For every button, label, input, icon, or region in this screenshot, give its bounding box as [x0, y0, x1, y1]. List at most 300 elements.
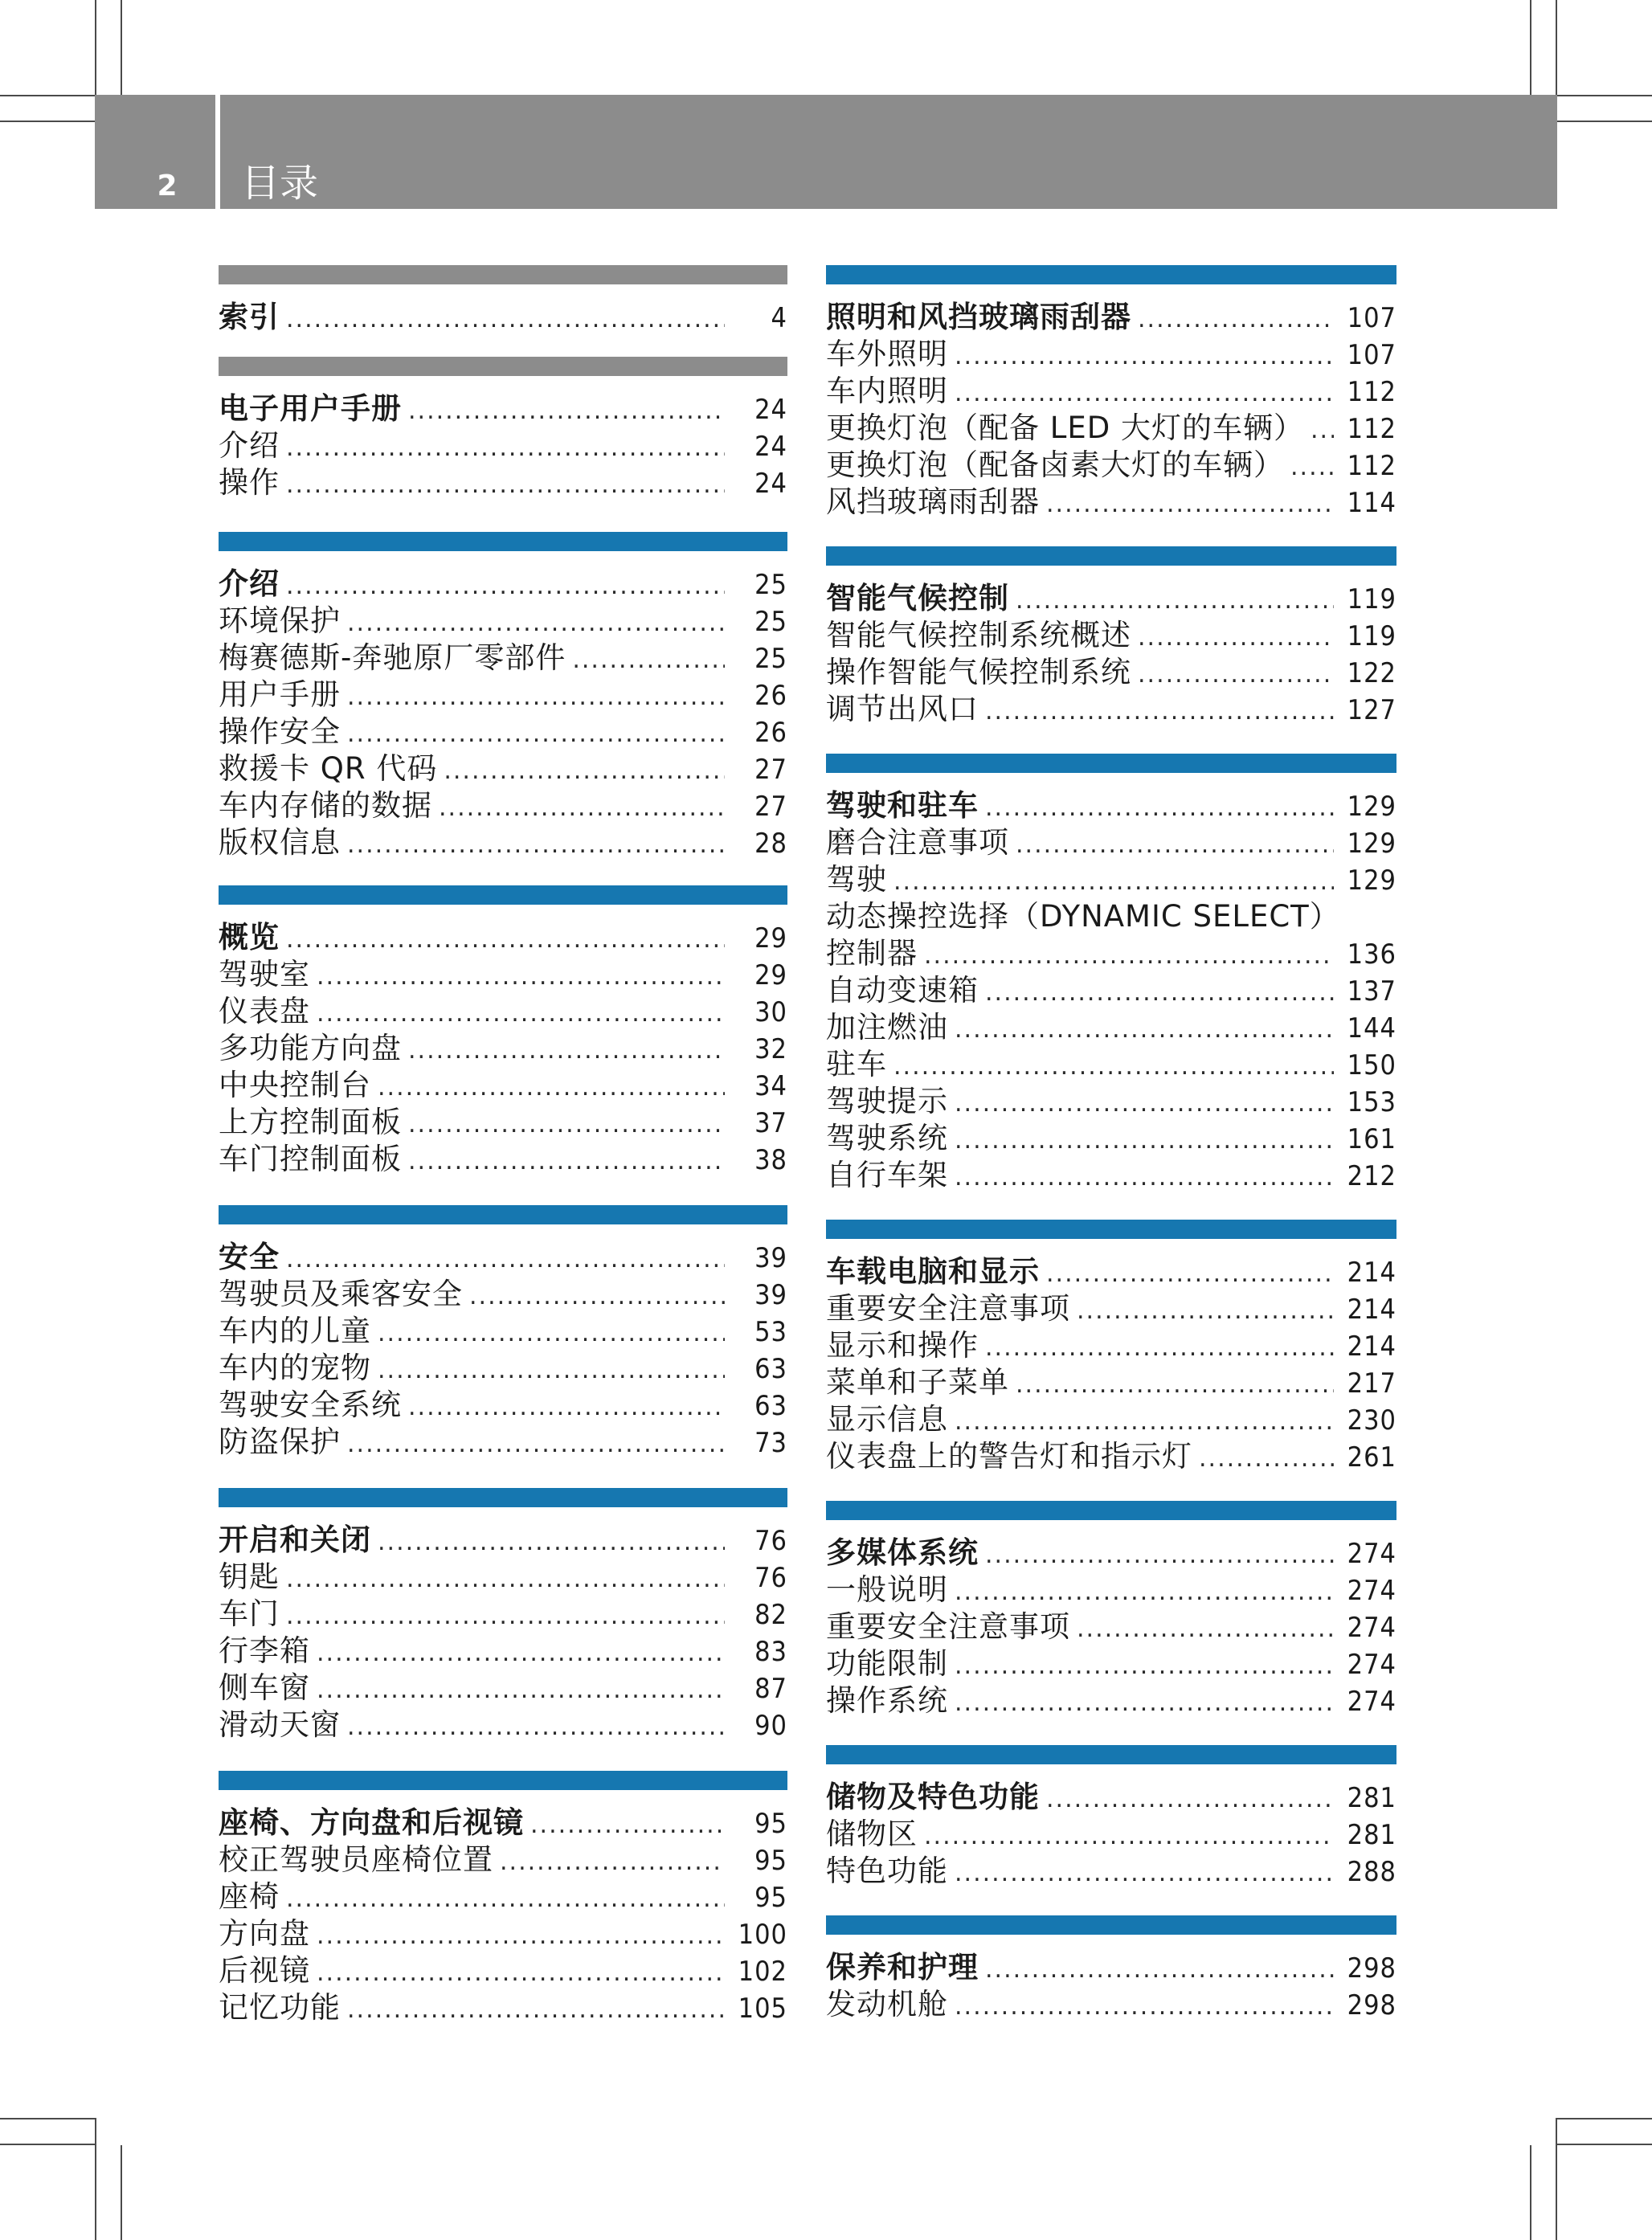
toc-page-number: 63 [754, 1390, 787, 1422]
toc-page-number: 274 [1347, 1612, 1396, 1644]
toc-entry-label: 自行车架 [826, 1158, 948, 1192]
toc-entry-label: 菜单和子菜单 [826, 1365, 1009, 1400]
toc-section [826, 1501, 1396, 1719]
toc-entry[interactable] [219, 1067, 787, 1104]
toc-section [826, 1915, 1396, 2023]
toc-entry-label: 仪表盘 [219, 994, 310, 1028]
toc-entry[interactable] [219, 640, 787, 676]
dot-leader [317, 1918, 725, 1955]
toc-entry[interactable] [826, 1853, 1396, 1890]
toc-page-number: 281 [1347, 1782, 1396, 1814]
dot-leader [955, 1159, 1334, 1196]
toc-entry[interactable] [219, 676, 787, 713]
toc-page-number: 100 [738, 1919, 787, 1951]
toc-entry[interactable] [826, 1083, 1396, 1120]
toc-page-number: 25 [754, 643, 787, 675]
toc-entry-label: 驾驶和驻车 [826, 788, 979, 823]
toc-section-heading[interactable] [826, 580, 1396, 617]
toc-entry-label: 智能气候控制 [826, 581, 1009, 615]
toc-entry-label: 上方控制面板 [219, 1105, 402, 1139]
toc-page-number: 107 [1347, 302, 1396, 334]
section-bar [826, 1745, 1396, 1764]
toc-page-number: 4 [771, 302, 787, 334]
toc-page-number: 76 [754, 1562, 787, 1594]
toc-page-number: 212 [1347, 1160, 1396, 1192]
dot-leader [955, 1404, 1334, 1441]
toc-page-number: 112 [1347, 376, 1396, 408]
toc-page-number: 87 [754, 1673, 787, 1705]
toc-page-number: 281 [1347, 1819, 1396, 1851]
toc-page-number: 73 [754, 1427, 787, 1459]
toc-entry-list [826, 580, 1396, 728]
toc-entry-list [219, 566, 787, 861]
toc-entry-label: 显示信息 [826, 1402, 948, 1437]
toc-entry-label: 控制器 [826, 936, 918, 971]
section-bar [219, 885, 787, 905]
toc-entry[interactable] [826, 935, 1396, 972]
toc-entry-label: 保养和护理 [826, 1950, 979, 1985]
toc-page-number: 261 [1347, 1441, 1396, 1474]
toc-entry-label: 车门 [219, 1596, 280, 1631]
toc-entry[interactable] [219, 1878, 787, 1915]
toc-entry-list [219, 299, 787, 336]
toc-entry-label: 安全 [219, 1240, 280, 1274]
toc-entry[interactable] [826, 1645, 1396, 1682]
toc-page-number: 127 [1347, 694, 1396, 726]
toc-entry-label: 智能气候控制系统概述 [826, 618, 1131, 652]
toc-entry[interactable] [826, 1009, 1396, 1046]
dot-leader [378, 1524, 725, 1561]
toc-section-heading[interactable] [219, 299, 787, 336]
toc-entry[interactable] [826, 484, 1396, 521]
toc-entry[interactable] [219, 1670, 787, 1707]
crop-mark [0, 2118, 95, 2119]
dot-leader [500, 1844, 725, 1881]
toc-entry-label: 操作智能气候控制系统 [826, 655, 1131, 689]
toc-entry-label: 行李箱 [219, 1633, 310, 1668]
dot-leader [572, 642, 725, 679]
toc-entry-label: 加注燃油 [826, 1010, 948, 1044]
dot-leader [286, 1241, 725, 1278]
toc-page-number: 30 [754, 996, 787, 1028]
toc-entry[interactable] [219, 1141, 787, 1178]
dot-leader [1290, 449, 1334, 486]
dot-leader [924, 938, 1334, 975]
toc-entry-list [219, 1239, 787, 1461]
toc-section [219, 885, 787, 1178]
dot-leader [347, 605, 725, 642]
toc-entry-label: 操作 [219, 465, 280, 500]
dot-leader [378, 1069, 725, 1106]
toc-entry-label: 座椅、方向盘和后视镜 [219, 1805, 524, 1840]
toc-entry-list [826, 1949, 1396, 2023]
toc-entry-label: 中央控制台 [219, 1068, 371, 1102]
toc-entry-label: 介绍 [219, 566, 280, 601]
toc-entry-list [826, 299, 1396, 521]
crop-mark [1530, 0, 1531, 95]
crop-mark [121, 0, 122, 95]
toc-page-number: 82 [754, 1599, 787, 1631]
toc-page-number: 214 [1347, 1331, 1396, 1363]
toc-page-number: 274 [1347, 1538, 1396, 1570]
toc-entry[interactable] [219, 603, 787, 640]
toc-entry-label: 防盗保护 [219, 1425, 341, 1459]
toc-page-number: 105 [738, 1993, 787, 2025]
toc-section [826, 1745, 1396, 1890]
dot-leader [1016, 1367, 1334, 1404]
crop-mark [121, 2145, 122, 2240]
toc-entry[interactable] [826, 336, 1396, 373]
dot-leader [347, 827, 725, 864]
toc-entry[interactable] [219, 1276, 787, 1313]
toc-section [219, 357, 787, 501]
toc-entry[interactable] [826, 1572, 1396, 1608]
dot-leader [955, 1648, 1334, 1685]
toc-entry-label: 介绍 [219, 428, 280, 463]
section-bar [826, 1501, 1396, 1520]
dot-leader [286, 1881, 725, 1918]
toc-entry[interactable] [826, 1046, 1396, 1083]
toc-entry[interactable] [219, 713, 787, 750]
dot-leader [985, 693, 1334, 730]
section-bar [219, 1488, 787, 1507]
toc-entry-label: 仪表盘上的警告灯和指示灯 [826, 1439, 1192, 1474]
toc-entry-label: 调节出风口 [826, 692, 979, 726]
page-number: 2 [157, 170, 178, 202]
toc-section-heading[interactable] [219, 919, 787, 956]
toc-page-number: 119 [1347, 620, 1396, 652]
toc-entry-label: 动态操控选择（DYNAMIC SELECT） [826, 899, 1340, 934]
toc-entry[interactable] [219, 1104, 787, 1141]
toc-entry-list [219, 1522, 787, 1743]
toc-section [826, 1220, 1396, 1475]
dot-leader [408, 1106, 725, 1143]
toc-entry-label: 车内的宠物 [219, 1351, 371, 1385]
dot-leader [955, 1855, 1334, 1892]
toc-entry[interactable] [826, 1120, 1396, 1157]
toc-entry-list [826, 1253, 1396, 1475]
dot-leader [347, 1709, 725, 1746]
toc-page-number: 83 [754, 1636, 787, 1668]
section-bar [826, 1220, 1396, 1239]
toc-page-number: 298 [1347, 1989, 1396, 2021]
toc-entry[interactable] [219, 824, 787, 861]
toc-page-number: 63 [754, 1353, 787, 1385]
toc-entry-label: 照明和风挡玻璃雨刮器 [826, 300, 1131, 334]
crop-mark [1557, 95, 1652, 96]
dot-leader [378, 1352, 725, 1389]
toc-entry-label: 记忆功能 [219, 1990, 341, 2025]
toc-page-number: 39 [754, 1279, 787, 1311]
toc-entry[interactable] [826, 410, 1396, 447]
toc-entry[interactable] [826, 373, 1396, 410]
toc-page-number: 28 [754, 828, 787, 860]
toc-entry[interactable] [826, 691, 1396, 728]
dot-leader [444, 753, 725, 790]
dot-leader [955, 1122, 1334, 1159]
dot-leader [317, 1955, 725, 1992]
toc-page-number: 53 [754, 1316, 787, 1348]
toc-page-number: 161 [1347, 1123, 1396, 1155]
toc-entry[interactable] [826, 447, 1396, 484]
dot-leader [955, 1574, 1334, 1611]
toc-entry[interactable] [219, 750, 787, 787]
toc-entry-label: 一般说明 [826, 1572, 948, 1607]
dot-leader [955, 1989, 1334, 2025]
toc-entry-label: 特色功能 [826, 1854, 948, 1888]
section-bar [826, 265, 1396, 284]
toc-section-heading[interactable] [219, 1805, 787, 1841]
toc-entry[interactable] [219, 427, 787, 464]
toc-section [219, 1488, 787, 1743]
toc-page-number: 25 [754, 606, 787, 638]
dot-leader [408, 393, 725, 430]
dot-leader [1138, 301, 1334, 338]
dot-leader [317, 1635, 725, 1672]
toc-section-heading[interactable] [219, 390, 787, 427]
section-bar [826, 754, 1396, 773]
section-bar [219, 265, 787, 284]
toc-entry[interactable] [826, 972, 1396, 1009]
toc-page-number: 119 [1347, 583, 1396, 615]
crop-mark [95, 0, 96, 95]
toc-entry-label: 操作安全 [219, 714, 341, 749]
dot-leader [286, 922, 725, 959]
toc-page-number: 274 [1347, 1575, 1396, 1607]
crop-mark [95, 2118, 96, 2240]
toc-entry-label: 重要安全注意事项 [826, 1609, 1070, 1644]
toc-entry-label: 梅赛德斯-奔驰原厂零部件 [219, 640, 566, 675]
dot-leader [317, 959, 725, 995]
toc-section [826, 546, 1396, 728]
toc-entry-label: 侧车窗 [219, 1670, 310, 1705]
toc-section-heading[interactable] [826, 1779, 1396, 1816]
toc-entry[interactable] [219, 1633, 787, 1670]
crop-mark [0, 95, 95, 96]
toc-entry-label: 储物及特色功能 [826, 1780, 1040, 1814]
toc-entry-label: 风挡玻璃雨刮器 [826, 484, 1040, 519]
toc-entry[interactable] [826, 1682, 1396, 1719]
section-bar [219, 532, 787, 551]
dot-leader [955, 1012, 1334, 1048]
dot-leader [924, 1818, 1334, 1855]
toc-entry-list [826, 1779, 1396, 1890]
toc-entry-label: 显示和操作 [826, 1328, 979, 1363]
toc-entry[interactable] [219, 1707, 787, 1743]
toc-page-number: 114 [1347, 487, 1396, 519]
toc-entry-label: 更换灯泡（配备 LED 大灯的车辆） [826, 411, 1305, 445]
toc-section-heading[interactable] [826, 1535, 1396, 1572]
toc-entry-label: 车内的儿童 [219, 1314, 371, 1348]
toc-entry-label: 更换灯泡（配备卤素大灯的车辆） [826, 448, 1284, 482]
toc-page-number: 112 [1347, 413, 1396, 445]
toc-entry[interactable] [826, 1986, 1396, 2023]
toc-section-heading[interactable] [826, 1253, 1396, 1290]
toc-page-number: 214 [1347, 1294, 1396, 1326]
toc-entry-list [219, 919, 787, 1178]
toc-section [219, 1771, 787, 2026]
toc-page-number: 107 [1347, 339, 1396, 371]
toc-section-heading[interactable] [826, 1949, 1396, 1986]
toc-entry[interactable] [826, 617, 1396, 654]
toc-entry[interactable] [826, 1290, 1396, 1327]
toc-page-number: 129 [1347, 865, 1396, 897]
toc-entry[interactable] [826, 1364, 1396, 1401]
toc-page-number: 129 [1347, 828, 1396, 860]
toc-page-number: 37 [754, 1107, 787, 1139]
crop-mark [1557, 2118, 1652, 2119]
toc-entry[interactable] [219, 1424, 787, 1461]
toc-page-number: 298 [1347, 1952, 1396, 1985]
toc-entry[interactable] [219, 1313, 787, 1350]
toc-entry[interactable] [219, 464, 787, 501]
toc-entry[interactable] [219, 1989, 787, 2026]
dot-leader [985, 790, 1334, 827]
toc-entry-label: 驾驶室 [219, 957, 310, 991]
dot-leader [1046, 1256, 1334, 1293]
toc-entry-label: 方向盘 [219, 1916, 310, 1951]
crop-mark [0, 121, 95, 122]
toc-entry[interactable] [219, 1350, 787, 1387]
page-header [95, 95, 1557, 209]
toc-page-number: 27 [754, 791, 787, 823]
toc-entry[interactable] [826, 1327, 1396, 1364]
toc-entry[interactable] [826, 1816, 1396, 1853]
dot-leader [286, 467, 725, 504]
toc-page-number: 137 [1347, 975, 1396, 1008]
header-divider [215, 95, 220, 209]
toc-entry[interactable] [219, 993, 787, 1030]
toc-entry[interactable] [219, 1030, 787, 1067]
toc-page-number: 136 [1347, 938, 1396, 971]
toc-entry-label: 环境保护 [219, 603, 341, 638]
toc-entry-label: 操作系统 [826, 1683, 948, 1718]
toc-entry-label: 车门控制面板 [219, 1142, 402, 1176]
toc-entry[interactable] [219, 1559, 787, 1596]
dot-leader [286, 1561, 725, 1598]
dot-leader [893, 1048, 1334, 1085]
toc-section [219, 1205, 787, 1461]
toc-page-number: 153 [1347, 1086, 1396, 1118]
toc-section-heading[interactable] [219, 566, 787, 603]
toc-entry-label: 车外照明 [826, 337, 948, 371]
toc-page-number: 217 [1347, 1367, 1396, 1400]
toc-page-number: 24 [754, 468, 787, 500]
toc-page-number: 144 [1347, 1012, 1396, 1044]
toc-entry[interactable] [219, 1952, 787, 1989]
dot-leader [317, 995, 725, 1032]
toc-page-number: 288 [1347, 1856, 1396, 1888]
toc-section-heading[interactable] [826, 787, 1396, 824]
toc-section [826, 754, 1396, 1194]
toc-entry-label: 驾驶安全系统 [219, 1388, 402, 1422]
toc-entry-list [826, 1535, 1396, 1719]
dot-leader [286, 568, 725, 605]
dot-leader [286, 1598, 725, 1635]
toc-page-number: 38 [754, 1144, 787, 1176]
crop-mark [1530, 2145, 1531, 2240]
toc-entry-label: 钥匙 [219, 1559, 280, 1594]
toc-page-number: 76 [754, 1525, 787, 1557]
toc-page-number: 34 [754, 1070, 787, 1102]
toc-entry-label: 座椅 [219, 1879, 280, 1914]
toc-section [219, 532, 787, 861]
toc-entry[interactable] [219, 1841, 787, 1878]
toc-entry-label: 储物区 [826, 1817, 918, 1851]
crop-mark [1557, 2144, 1652, 2145]
dot-leader [955, 375, 1334, 412]
toc-entry-label: 驻车 [826, 1047, 887, 1081]
dot-leader [893, 864, 1334, 901]
dot-leader [408, 1032, 725, 1069]
toc-entry-label: 概览 [219, 920, 280, 954]
dot-leader [317, 1672, 725, 1709]
dot-leader [1016, 582, 1334, 619]
dot-leader [1138, 656, 1334, 693]
toc-entry[interactable] [826, 824, 1396, 861]
toc-entry[interactable] [219, 1596, 787, 1633]
toc-entry-label: 驾驶 [826, 862, 887, 897]
toc-page-number: 150 [1347, 1049, 1396, 1081]
toc-section-heading[interactable] [826, 299, 1396, 336]
toc-entry[interactable] [219, 787, 787, 824]
toc-page-number: 122 [1347, 657, 1396, 689]
toc-page-number: 214 [1347, 1257, 1396, 1289]
toc-entry[interactable] [826, 1157, 1396, 1194]
dot-leader [469, 1278, 725, 1315]
toc-page-number: 90 [754, 1710, 787, 1742]
crop-mark [1556, 0, 1557, 95]
toc-page-number: 27 [754, 754, 787, 786]
dot-leader [1046, 486, 1334, 523]
toc-entry[interactable] [826, 861, 1396, 898]
toc-entry-label: 重要安全注意事项 [826, 1291, 1070, 1326]
toc-page-number: 25 [754, 569, 787, 601]
toc-entry[interactable] [219, 956, 787, 993]
toc-entry[interactable] [826, 1438, 1396, 1475]
toc-section-heading[interactable] [219, 1522, 787, 1559]
toc-entry-label: 发动机舱 [826, 1987, 948, 2021]
toc-page-number: 24 [754, 394, 787, 426]
toc-page-number: 24 [754, 431, 787, 463]
toc-page-number: 95 [754, 1845, 787, 1877]
toc-page-number: 32 [754, 1033, 787, 1065]
toc-entry-label: 后视镜 [219, 1953, 310, 1988]
toc-page-number: 29 [754, 922, 787, 954]
toc-entry-label: 版权信息 [219, 825, 341, 860]
toc-entry[interactable] [219, 1387, 787, 1424]
toc-entry-label: 校正驾驶员座椅位置 [219, 1842, 493, 1877]
toc-entry-list [219, 390, 787, 501]
toc-entry[interactable] [219, 1915, 787, 1952]
toc-entry-label: 车载电脑和显示 [826, 1254, 1040, 1289]
toc-entry[interactable] [826, 1401, 1396, 1438]
toc-entry[interactable] [826, 1608, 1396, 1645]
toc-section-heading[interactable] [219, 1239, 787, 1276]
toc-entry-label: 功能限制 [826, 1646, 948, 1681]
toc-entry[interactable] [826, 654, 1396, 691]
dot-leader [955, 1685, 1334, 1722]
toc-page-number: 112 [1347, 450, 1396, 482]
toc-page-number: 274 [1347, 1649, 1396, 1681]
toc-entry[interactable] [826, 898, 1396, 935]
section-bar [826, 1915, 1396, 1935]
dot-leader [378, 1315, 725, 1352]
toc-entry-label: 多媒体系统 [826, 1535, 979, 1570]
toc-entry-label: 驾驶系统 [826, 1121, 948, 1155]
toc-entry-label: 自动变速箱 [826, 973, 979, 1008]
toc-column-left [219, 265, 787, 2026]
